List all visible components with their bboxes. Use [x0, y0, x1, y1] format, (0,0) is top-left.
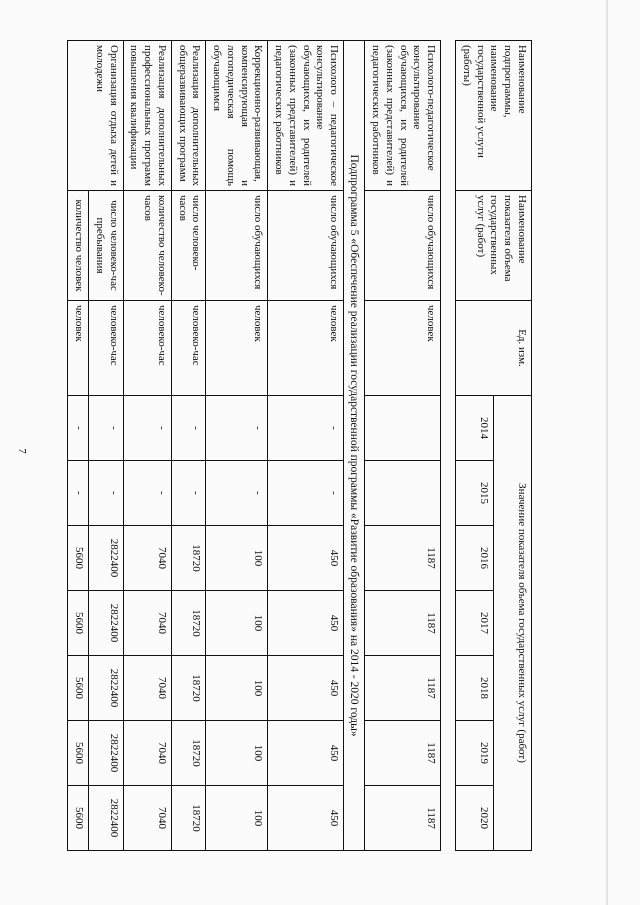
table-row [268, 41, 344, 851]
value-cell: 5600 [68, 526, 89, 591]
value-cell: 450 [268, 591, 344, 656]
service-name: Реализация дополнительных профессиональных программ повышения квалификации [123, 41, 171, 191]
table-row [123, 41, 171, 851]
value-cell: - [206, 461, 268, 526]
table-row [365, 41, 441, 851]
service-name: Реализация дополнительных общеразвивающих программ [171, 41, 206, 191]
value-cell: 7040 [123, 786, 171, 851]
value-cell: 18720 [171, 656, 206, 721]
value-cell: - [68, 461, 89, 526]
value-cell: 18720 [171, 786, 206, 851]
value-cell: 2822400 [89, 786, 124, 851]
header-subprogram-name: Наименование подпрограммы, наименование государственной услуги (работы) [456, 41, 532, 191]
table-row [171, 41, 206, 851]
value-cell: - [123, 396, 171, 461]
value-cell: 450 [268, 656, 344, 721]
value-cell: 18720 [171, 526, 206, 591]
rotated-table-container [57, 40, 532, 850]
unit-cell: человек [206, 301, 268, 396]
scan-edge-shadow [606, 0, 608, 905]
value-cell: 450 [268, 721, 344, 786]
value-cell: 2822400 [89, 526, 124, 591]
value-cell: 100 [206, 526, 268, 591]
table-row [206, 41, 268, 851]
value-cell: - [268, 461, 344, 526]
value-cell: 2822400 [89, 656, 124, 721]
indicator-name: число обучающихся [365, 191, 441, 301]
header-values-group: Значение показателя объема государственных услуг (работ) [494, 396, 532, 851]
value-cell: 100 [206, 656, 268, 721]
unit-cell: человеко-час [123, 301, 171, 396]
header-row-1 [494, 41, 532, 851]
service-name: Психолого – педагогическое консультирование обучающихся, их родителей (законных представителей) и педагогических работников [268, 41, 344, 191]
year-header: 2014 [456, 396, 494, 461]
value-cell: - [171, 461, 206, 526]
value-cell [365, 461, 441, 526]
value-cell: 100 [206, 591, 268, 656]
indicator-name: число обучающихся [268, 191, 344, 301]
header-indicator-name: Наименование показателя объема государственных услуг (работ) [456, 191, 532, 301]
year-header: 2016 [456, 526, 494, 591]
services-volume-table [67, 40, 532, 851]
value-cell: 1187 [365, 721, 441, 786]
value-cell: 5600 [68, 786, 89, 851]
value-cell: 100 [206, 721, 268, 786]
year-header: 2019 [456, 721, 494, 786]
year-header: 2017 [456, 591, 494, 656]
indicator-name: число обучающихся [206, 191, 268, 301]
value-cell: - [89, 396, 124, 461]
value-cell: 7040 [123, 526, 171, 591]
table-row [89, 41, 124, 851]
service-name: Организация отдыха детей и молодежи [68, 41, 123, 191]
unit-cell: человеко-час [89, 301, 124, 396]
page-number: 7 [16, 448, 28, 454]
value-cell: 450 [268, 526, 344, 591]
value-cell: 1187 [365, 591, 441, 656]
year-header: 2020 [456, 786, 494, 851]
unit-cell: человек [365, 301, 441, 396]
indicator-name: число человеко-часов [171, 191, 206, 301]
indicator-name: число человеко-час пребывания [89, 191, 124, 301]
value-cell: 7040 [123, 656, 171, 721]
value-cell: - [171, 396, 206, 461]
year-header: 2018 [456, 656, 494, 721]
value-cell: 7040 [123, 721, 171, 786]
subprogram-title: Подпрограмма 5 «Обеспечение реализации государственной программы «Развитие образования» на 2014 - 2020 годы» [344, 41, 365, 851]
value-cell: 18720 [171, 721, 206, 786]
service-name: Психолого-педагогическое консультирование обучающихся, их родителей (законных представителей) и педагогических работников [365, 41, 441, 191]
value-cell: 7040 [123, 591, 171, 656]
value-cell: 1187 [365, 656, 441, 721]
value-cell: 450 [268, 786, 344, 851]
indicator-name: количество человеко-часов [123, 191, 171, 301]
service-name: Коррекционно-развивающая, компенсирующая и логопедическая помощь обучающимся [206, 41, 268, 191]
value-cell: 2822400 [89, 721, 124, 786]
value-cell: 5600 [68, 721, 89, 786]
unit-cell: человек [68, 301, 89, 396]
value-cell: - [268, 396, 344, 461]
value-cell: 100 [206, 786, 268, 851]
value-cell: - [68, 396, 89, 461]
value-cell: - [123, 461, 171, 526]
value-cell: 2822400 [89, 591, 124, 656]
unit-cell: человек [268, 301, 344, 396]
indicator-name: количество человек [68, 191, 89, 301]
value-cell [365, 396, 441, 461]
value-cell: 5600 [68, 591, 89, 656]
value-cell: 1187 [365, 526, 441, 591]
value-cell: - [206, 396, 268, 461]
value-cell: 18720 [171, 591, 206, 656]
year-header: 2015 [456, 461, 494, 526]
header-unit: Ед. изм. [456, 301, 532, 396]
section-heading-row [344, 41, 365, 851]
unit-cell: человеко-час [171, 301, 206, 396]
table-gap [441, 41, 456, 851]
value-cell: - [89, 461, 124, 526]
value-cell: 5600 [68, 656, 89, 721]
value-cell: 1187 [365, 786, 441, 851]
